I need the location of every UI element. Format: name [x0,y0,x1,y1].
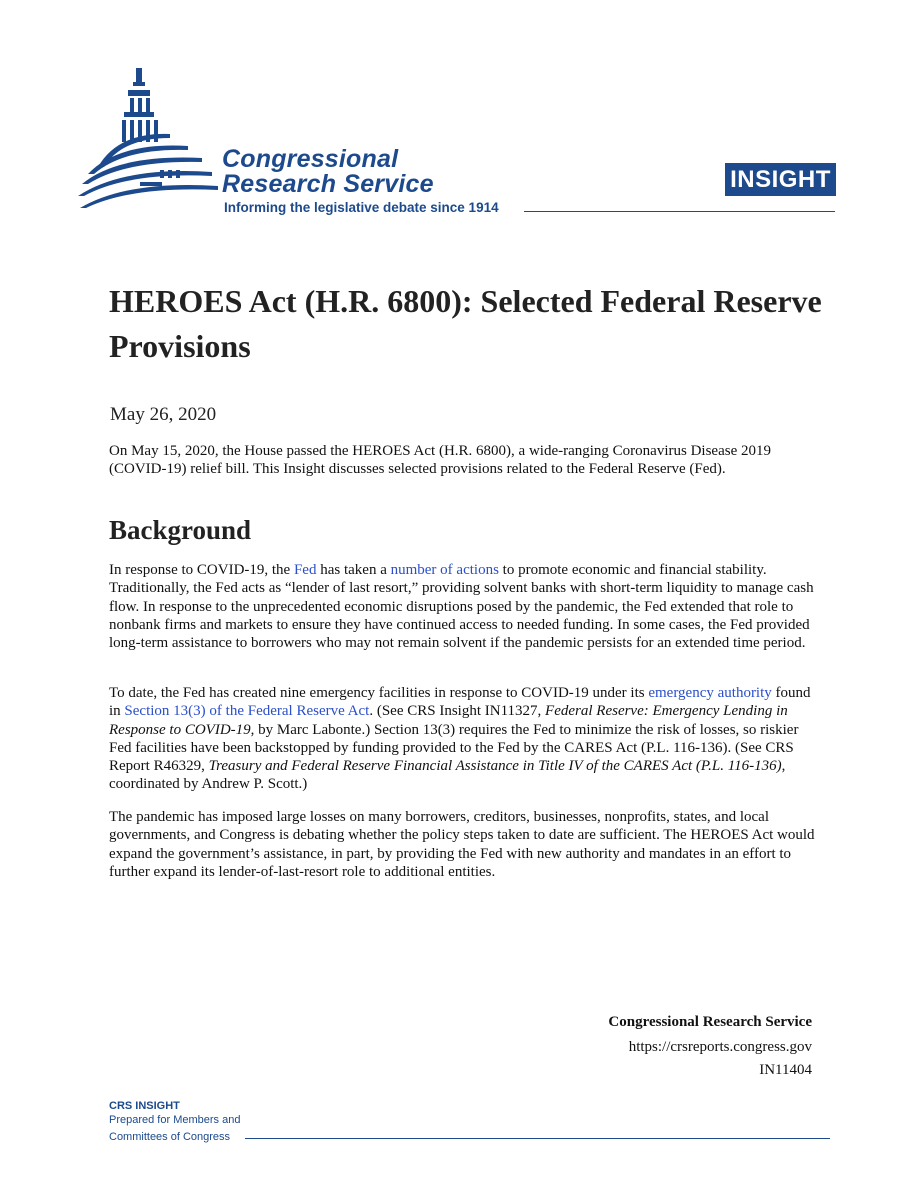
section-heading: Background [109,515,252,545]
footer-prepared-line1: Prepared for Members and [109,1114,241,1126]
intro-paragraph: On May 15, 2020, the House passed the HEROES Act (H.R. 6800), a wide-ranging Coronavirus Disease 2019 (COVID-19) relief bill. This Insight discusses selected provisions related to the Federal Reserve (Fed). [109,443,771,478]
report-id: IN11404 [759,1062,812,1078]
org-name-line2: Research Service [222,170,434,198]
number-of-actions-link[interactable]: number of actions [390,562,499,578]
insight-badge: INSIGHT [725,163,836,196]
footer-prepared-line2: Committees of Congress [109,1131,231,1143]
footer-rule [245,1138,830,1139]
publication-date: May 26, 2020 [110,404,217,425]
fed-link[interactable]: Fed [293,562,317,578]
footer-label: CRS INSIGHT [109,1100,180,1112]
capitol-dome-logo-icon [78,62,218,217]
header-rule [524,211,835,212]
text-run: In response to COVID-19, the [109,562,294,578]
page-title: HEROES Act (H.R. 6800): Selected Federal Reserve Provisions [109,283,822,364]
cited-title: Treasury and Federal Reserve Financial Assistance in Title IV of the CARES Act (P.L. 116-136) [208,758,782,775]
text-run: has taken a [316,562,391,578]
footer-org-name: Congressional Research Service [608,1014,812,1030]
cited-title: Federal Reserve: Emergency Lending in Response to COVID-19 [109,703,788,738]
footer-url[interactable]: https://crsreports.congress.gov [628,1039,812,1055]
body-paragraph-1 [109,561,815,652]
org-tagline: Informing the legislative debate since 1914 [224,200,499,215]
text-run: to promote economic and financial stability. Traditionally, the Fed acts as “lender of last resort,” providing solvent banks with short-term liquidity to manage cash flow. In response to the unprecedented economic disruptions posed by the pandemic, the Fed extended that role to nonbank firms and markets to ensure they have continued access to needed funding. In some cases, the Fed provided long-term assistance to borrowers who may not remain solvent if the pandemic persists for an extended time period. [109,562,814,652]
section-13-3-link[interactable]: Section 13(3) of the Federal Reserve Act [124,703,370,720]
body-paragraph-2 [109,684,815,794]
text-run: , coordinated by Andrew P. Scott.) [109,758,786,793]
org-name-line1: Congressional [222,145,399,173]
text-run: found in [109,685,811,720]
body-paragraph-3: The pandemic has imposed large losses on many borrowers, creditors, businesses, nonprofits, states, and local governments, and Congress is debating whether the policy steps taken to date are sufficient. The HEROES Act would expand the government’s assistance, in part, by providing the Fed with new authority and mandates in an effort to further expand its lender-of-last-resort role to additional entities. [109,809,815,880]
text-run: To date, the Fed has created nine emergency facilities in response to COVID-19 under its [109,685,649,701]
text-run: . (See CRS Insight IN11327, [369,703,546,720]
text-run: , by Marc Labonte.) Section 13(3) requires the Fed to minimize the risk of losses, so riskier Fed facilities have been backstopped by funding provided to the Fed by the CARES Act (P.L. 116-136). (See CRS Report R46329, [109,721,799,775]
emergency-authority-link[interactable]: emergency authority [648,685,772,701]
